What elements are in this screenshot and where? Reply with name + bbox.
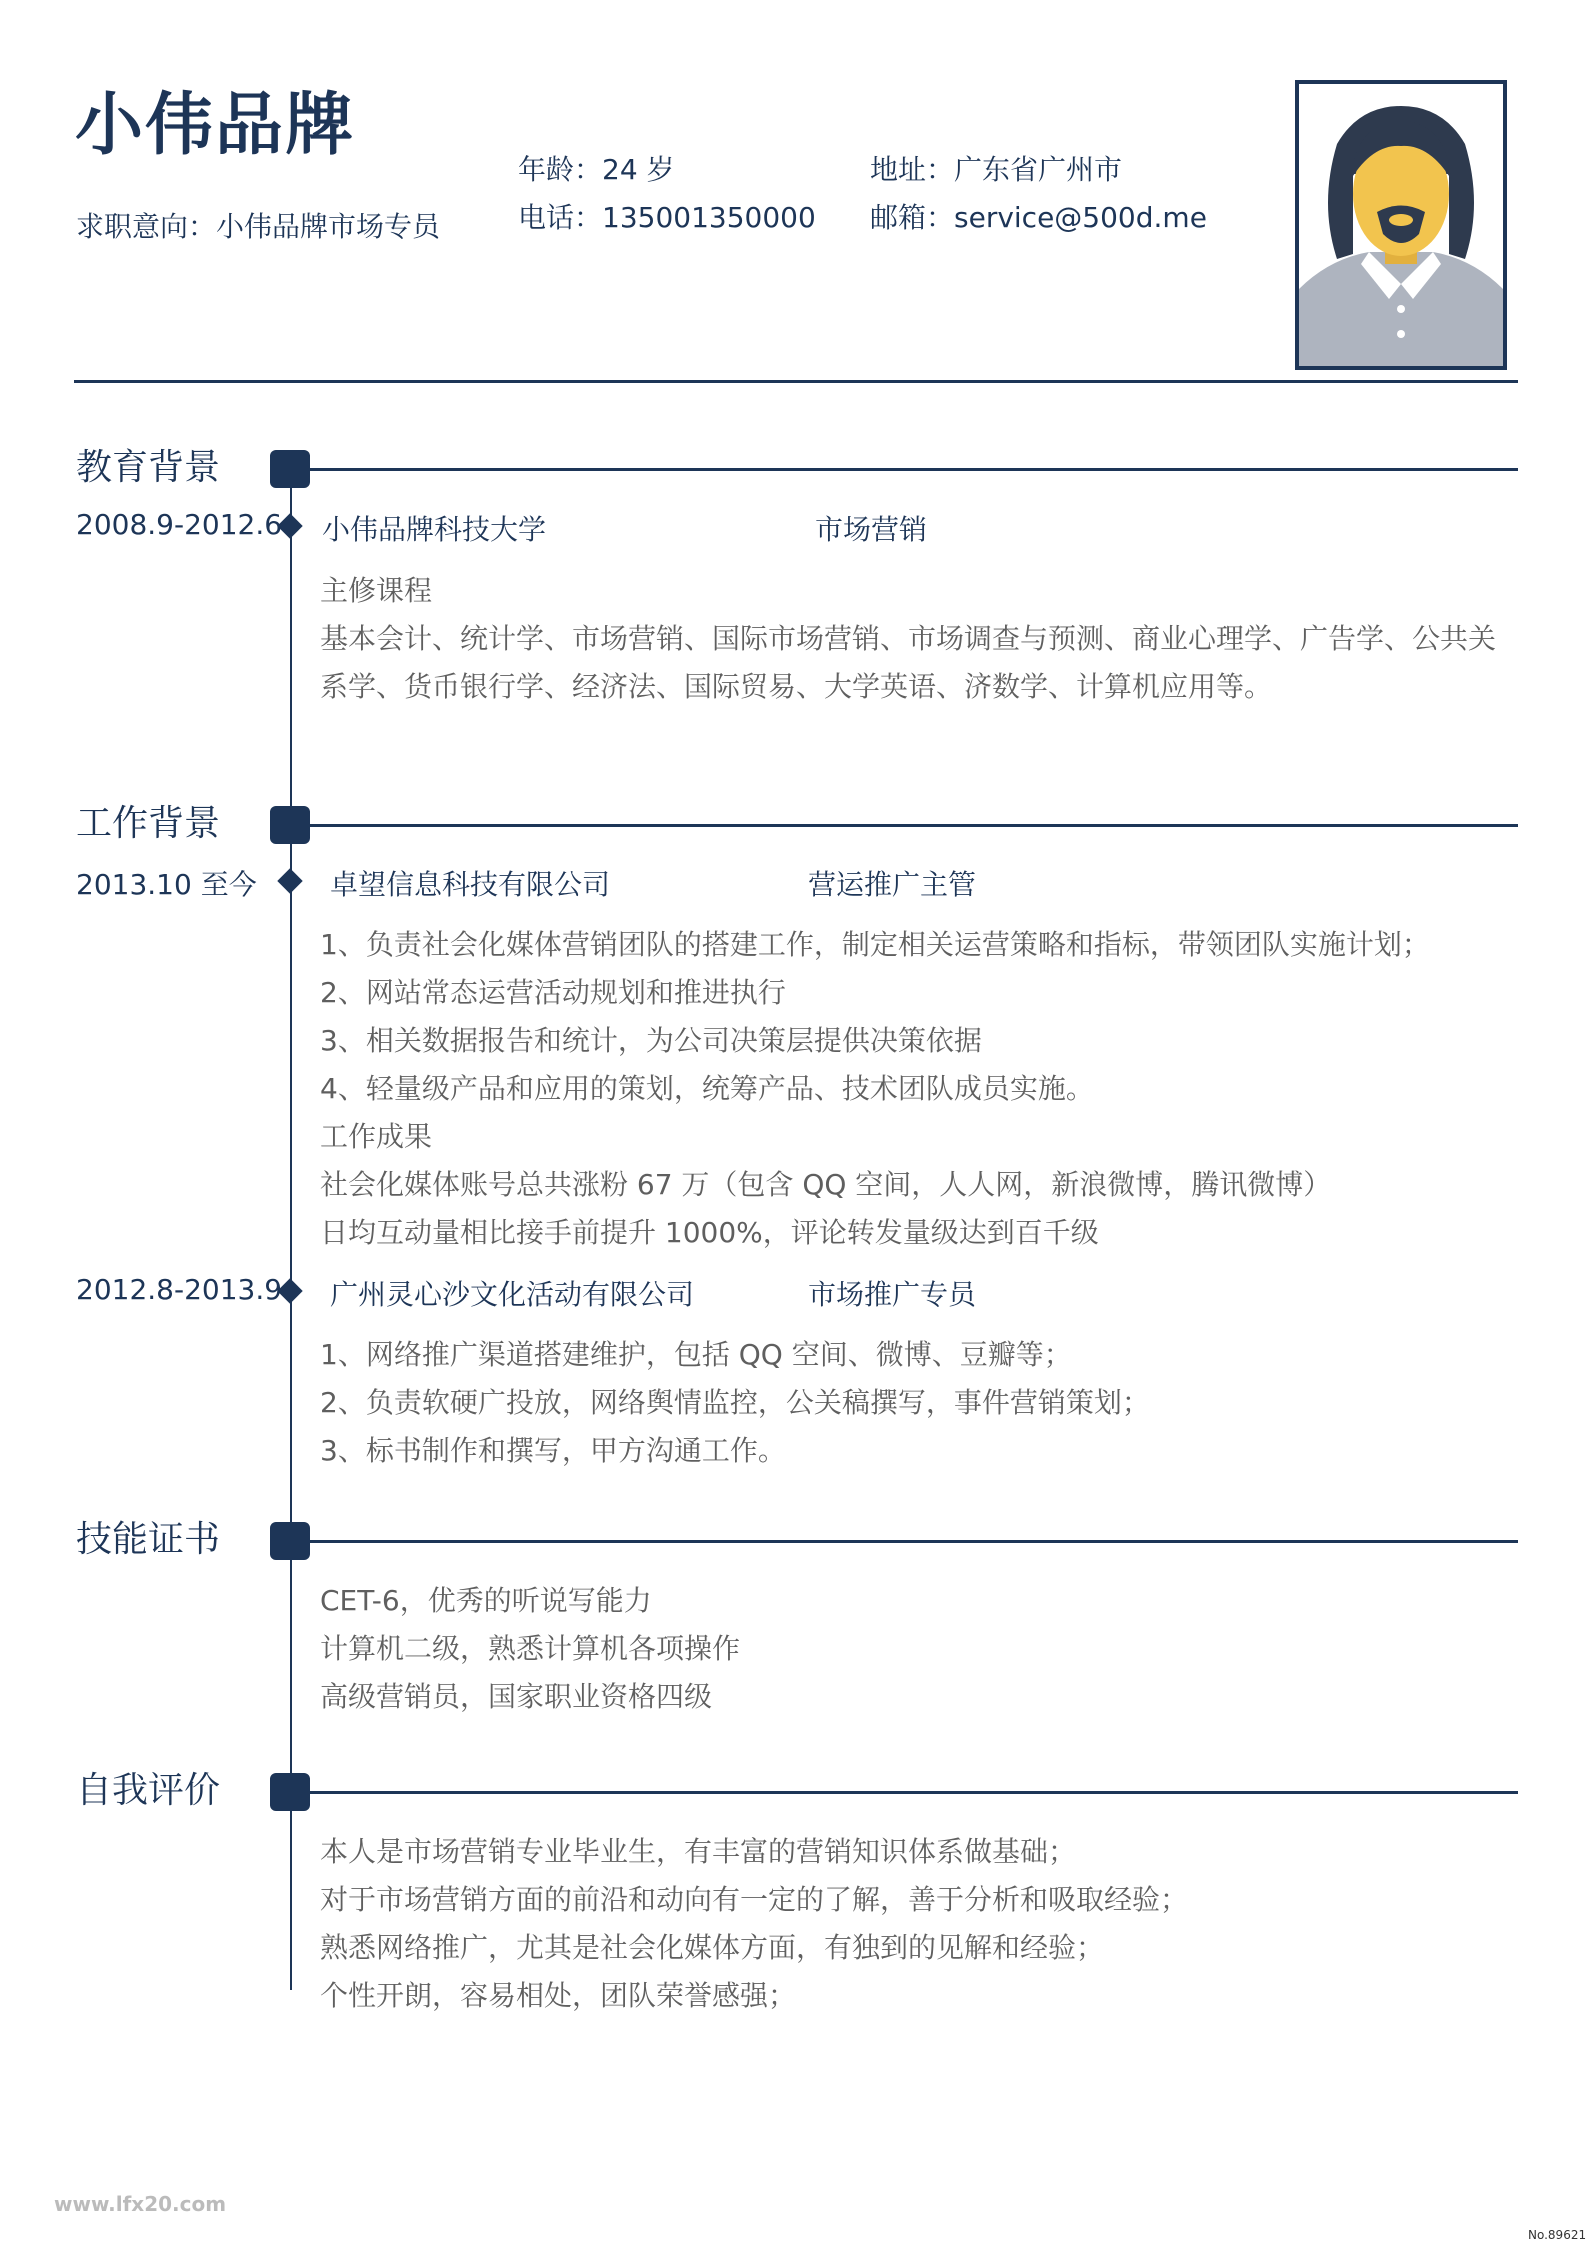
self-evaluation-line: 对于市场营销方面的前沿和动向有一定的了解，善于分析和吸取经验； [320, 1883, 1189, 1916]
section-title-work: 工作背景 [76, 803, 221, 844]
work-date: 2013.10 至今 [76, 868, 257, 901]
job-intent: 求职意向：小伟品牌市场专员 [76, 210, 441, 243]
section-title-self-evaluation: 自我评价 [76, 1770, 221, 1811]
work-line: 1、网络推广渠道搭建维护，包括 QQ 空间、微博、豆瓣等； [320, 1338, 1072, 1371]
self-evaluation-line: 熟悉网络推广，尤其是社会化媒体方面，有独到的见解和经验； [320, 1931, 1105, 1964]
self-evaluation-line: 本人是市场营销专业毕业生，有丰富的营销知识体系做基础； [320, 1835, 1077, 1868]
address-info: 地址：广东省广州市 [870, 153, 1123, 186]
timeline-diamond [277, 868, 302, 893]
work-company: 广州灵心沙文化活动有限公司 [330, 1278, 695, 1311]
section-marker [270, 450, 310, 488]
work-date: 2012.8-2013.9 [76, 1273, 283, 1306]
work-line: 1、负责社会化媒体营销团队的搭建工作，制定相关运营策略和指标，带领团队实施计划； [320, 928, 1430, 961]
email-info: 邮箱：service@500d.me [870, 201, 1207, 234]
education-major: 市场营销 [815, 513, 928, 546]
work-position: 营运推广主管 [808, 868, 977, 901]
section-title-education: 教育背景 [76, 447, 221, 488]
self-evaluation-line: 个性开朗，容易相处，团队荣誉感强； [320, 1979, 797, 2012]
section-marker [270, 1773, 310, 1811]
header-divider [74, 380, 1518, 383]
work-company: 卓望信息科技有限公司 [330, 868, 611, 901]
candidate-name: 小伟品牌 [75, 86, 356, 165]
skill-line: CET-6，优秀的听说写能力 [320, 1584, 652, 1617]
section-rule [310, 1791, 1518, 1794]
work-line: 2、负责软硬广投放，网络舆情监控，公关稿撰写，事件营销策划； [320, 1386, 1150, 1419]
work-line: 4、轻量级产品和应用的策划，统筹产品、技术团队成员实施。 [320, 1072, 1094, 1105]
skill-line: 高级营销员，国家职业资格四级 [320, 1680, 713, 1713]
work-line: 3、相关数据报告和统计，为公司决策层提供决策依据 [320, 1024, 982, 1057]
education-school: 小伟品牌科技大学 [322, 513, 547, 546]
education-line: 系学、货币银行学、经济法、国际贸易、大学英语、济数学、计算机应用等。 [320, 670, 1273, 703]
section-marker [270, 806, 310, 844]
timeline-line [290, 465, 292, 1990]
education-line: 基本会计、统计学、市场营销、国际市场营销、市场调查与预测、商业心理学、广告学、公共关 [320, 622, 1497, 655]
work-line: 社会化媒体账号总共涨粉 67 万（包含 QQ 空间，人人网，新浪微博，腾讯微博） [320, 1168, 1332, 1201]
section-title-skills: 技能证书 [76, 1519, 221, 1560]
work-line: 2、网站常态运营活动规划和推进执行 [320, 976, 786, 1009]
skill-line: 计算机二级，熟悉计算机各项操作 [320, 1632, 741, 1665]
avatar-icon [1299, 84, 1503, 366]
phone-info: 电话：135001350000 [518, 201, 816, 234]
education-line: 主修课程 [320, 574, 433, 607]
education-date: 2008.9-2012.6 [76, 508, 283, 541]
age-info: 年龄：24 岁 [518, 153, 675, 186]
section-rule [310, 824, 1518, 827]
work-line: 工作成果 [320, 1120, 433, 1153]
document-number: No.89621 [1528, 2228, 1587, 2242]
work-line: 日均互动量相比接手前提升 1000%，评论转发量级达到百千级 [320, 1216, 1099, 1249]
work-position: 市场推广专员 [808, 1278, 977, 1311]
profile-photo [1295, 80, 1507, 370]
work-line: 3、标书制作和撰写，甲方沟通工作。 [320, 1434, 786, 1467]
section-marker [270, 1522, 310, 1560]
section-rule [310, 468, 1518, 471]
watermark-site: www.lfx20.com [54, 2192, 227, 2216]
section-rule [310, 1540, 1518, 1543]
